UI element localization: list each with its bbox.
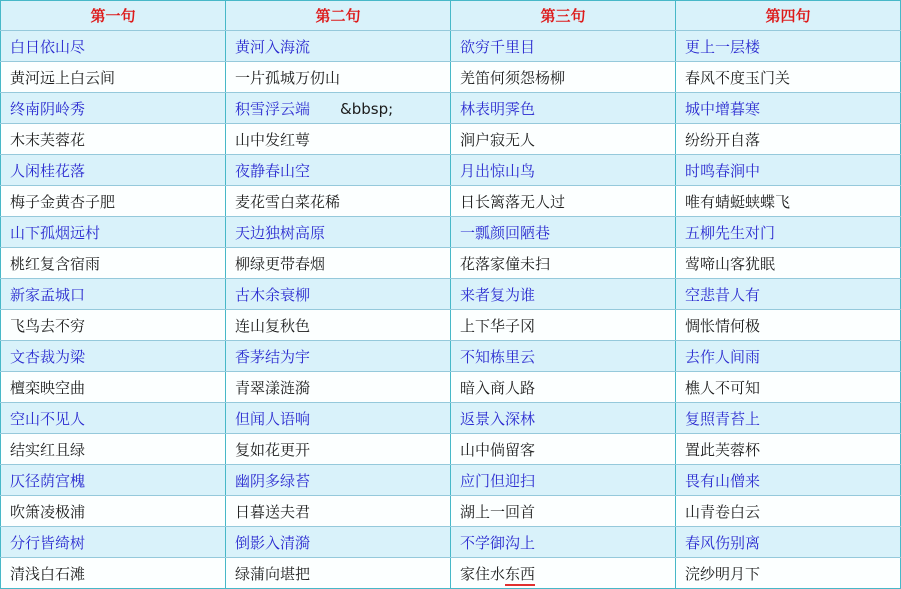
poem-cell: 涧户寂无人 bbox=[451, 124, 676, 155]
poem-cell: 麦花雪白菜花稀 bbox=[226, 186, 451, 217]
poem-cell: 但闻人语响 bbox=[226, 403, 451, 434]
red-underlined-text: 东西 bbox=[505, 565, 535, 586]
poem-cell: 五柳先生对门 bbox=[676, 217, 901, 248]
header-row bbox=[1, 1, 901, 31]
table-row bbox=[1, 31, 901, 62]
poem-cell: 木末芙蓉花 bbox=[1, 124, 226, 155]
poem-cell: 返景入深林 bbox=[451, 403, 676, 434]
poem-cell bbox=[226, 93, 451, 124]
poem-cell: 莺啼山客犹眠 bbox=[676, 248, 901, 279]
poem-cell: 飞鸟去不穷 bbox=[1, 310, 226, 341]
column-header-fourth-line: 第四句 bbox=[676, 1, 901, 31]
table-row bbox=[1, 341, 901, 372]
poem-cell: 清浅白石滩 bbox=[1, 558, 226, 589]
column-header-second-line: 第二句 bbox=[226, 1, 451, 31]
table-row bbox=[1, 496, 901, 527]
poem-cell: 文杏裁为梁 bbox=[1, 341, 226, 372]
poem-cell: 山中倘留客 bbox=[451, 434, 676, 465]
poem-cell: 去作人间雨 bbox=[676, 341, 901, 372]
poem-cell: 天边独树高原 bbox=[226, 217, 451, 248]
poem-cell: 山中发红萼 bbox=[226, 124, 451, 155]
poem-text: 家住水 bbox=[460, 564, 506, 583]
poem-cell: 唯有蜻蜓蛱蝶飞 bbox=[676, 186, 901, 217]
poem-cell: 连山复秋色 bbox=[226, 310, 451, 341]
poem-cell: 终南阴岭秀 bbox=[1, 93, 226, 124]
poem-table-header bbox=[1, 1, 901, 31]
poem-cell: 夜静春山空 bbox=[226, 155, 451, 186]
poem-cell: 林表明霁色 bbox=[451, 93, 676, 124]
poem-cell: 上下华子冈 bbox=[451, 310, 676, 341]
poem-cell: 分行皆绮树 bbox=[1, 527, 226, 558]
poem-cell: 浣纱明月下 bbox=[676, 558, 901, 589]
table-row bbox=[1, 403, 901, 434]
table-row bbox=[1, 217, 901, 248]
table-row bbox=[1, 186, 901, 217]
poem-cell: 新家孟城口 bbox=[1, 279, 226, 310]
poem-cell: 檀栾映空曲 bbox=[1, 372, 226, 403]
poem-cell: 空悲昔人有 bbox=[676, 279, 901, 310]
poem-cell: 湖上一回首 bbox=[451, 496, 676, 527]
poem-cell: 春风不度玉门关 bbox=[676, 62, 901, 93]
poem-text: 积雪浮云端 bbox=[235, 99, 311, 118]
poem-cell: 畏有山僧来 bbox=[676, 465, 901, 496]
column-header-third-line: 第三句 bbox=[451, 1, 676, 31]
poem-cell: 一瓢颜回陋巷 bbox=[451, 217, 676, 248]
poem-cell: 置此芙蓉杯 bbox=[676, 434, 901, 465]
table-row bbox=[1, 248, 901, 279]
poem-cell: 黄河远上白云间 bbox=[1, 62, 226, 93]
poem-cell: 空山不见人 bbox=[1, 403, 226, 434]
poem-cell: 山青卷白云 bbox=[676, 496, 901, 527]
poem-cell: 白日依山尽 bbox=[1, 31, 226, 62]
table-row bbox=[1, 465, 901, 496]
poem-cell: 来者复为谁 bbox=[451, 279, 676, 310]
poem-cell: 柳绿更带春烟 bbox=[226, 248, 451, 279]
literal-entity-text: &bbsp; bbox=[340, 99, 394, 118]
poem-cell: 日暮送夫君 bbox=[226, 496, 451, 527]
poem-cell: 人闲桂花落 bbox=[1, 155, 226, 186]
table-row bbox=[1, 279, 901, 310]
poem-cell: 春风伤别离 bbox=[676, 527, 901, 558]
table-row bbox=[1, 93, 901, 124]
table-row bbox=[1, 372, 901, 403]
poem-cell: 不学御沟上 bbox=[451, 527, 676, 558]
table-row bbox=[1, 527, 901, 558]
poem-cell: 绿蒲向堪把 bbox=[226, 558, 451, 589]
poem-cell: 复如花更开 bbox=[226, 434, 451, 465]
poem-cell: 惆怅情何极 bbox=[676, 310, 901, 341]
poem-cell: 桃红复含宿雨 bbox=[1, 248, 226, 279]
poem-cell: 倒影入清漪 bbox=[226, 527, 451, 558]
table-row bbox=[1, 434, 901, 465]
poem-table-body bbox=[1, 31, 901, 589]
poem-cell: 结实红且绿 bbox=[1, 434, 226, 465]
table-row bbox=[1, 310, 901, 341]
poem-cell: 纷纷开自落 bbox=[676, 124, 901, 155]
poem-cell: 不知栋里云 bbox=[451, 341, 676, 372]
table-row bbox=[1, 124, 901, 155]
poem-cell: 香茅结为宇 bbox=[226, 341, 451, 372]
poem-cell: 仄径荫宫槐 bbox=[1, 465, 226, 496]
poem-cell: 古木余衰柳 bbox=[226, 279, 451, 310]
poem-cell: 日长篱落无人过 bbox=[451, 186, 676, 217]
poem-cell: 樵人不可知 bbox=[676, 372, 901, 403]
poem-cell bbox=[451, 558, 676, 589]
poem-cell: 花落家僮未扫 bbox=[451, 248, 676, 279]
poem-cell: 城中增暮寒 bbox=[676, 93, 901, 124]
column-header-first-line: 第一句 bbox=[1, 1, 226, 31]
table-row bbox=[1, 62, 901, 93]
poem-cell: 梅子金黄杏子肥 bbox=[1, 186, 226, 217]
poem-cell: 时鸣春涧中 bbox=[676, 155, 901, 186]
poem-cell: 一片孤城万仞山 bbox=[226, 62, 451, 93]
poem-cell: 幽阴多绿苔 bbox=[226, 465, 451, 496]
poem-cell: 更上一层楼 bbox=[676, 31, 901, 62]
poem-cell: 吹箫凌极浦 bbox=[1, 496, 226, 527]
poem-cell: 欲穷千里目 bbox=[451, 31, 676, 62]
poem-cell: 暗入商人路 bbox=[451, 372, 676, 403]
poem-cell: 黄河入海流 bbox=[226, 31, 451, 62]
table-row bbox=[1, 155, 901, 186]
poem-cell: 山下孤烟远村 bbox=[1, 217, 226, 248]
poem-cell: 羌笛何须怨杨柳 bbox=[451, 62, 676, 93]
table-row bbox=[1, 558, 901, 589]
poem-cell: 月出惊山鸟 bbox=[451, 155, 676, 186]
poem-cell: 复照青苔上 bbox=[676, 403, 901, 434]
poem-cell: 应门但迎扫 bbox=[451, 465, 676, 496]
poem-cell: 青翠漾涟漪 bbox=[226, 372, 451, 403]
